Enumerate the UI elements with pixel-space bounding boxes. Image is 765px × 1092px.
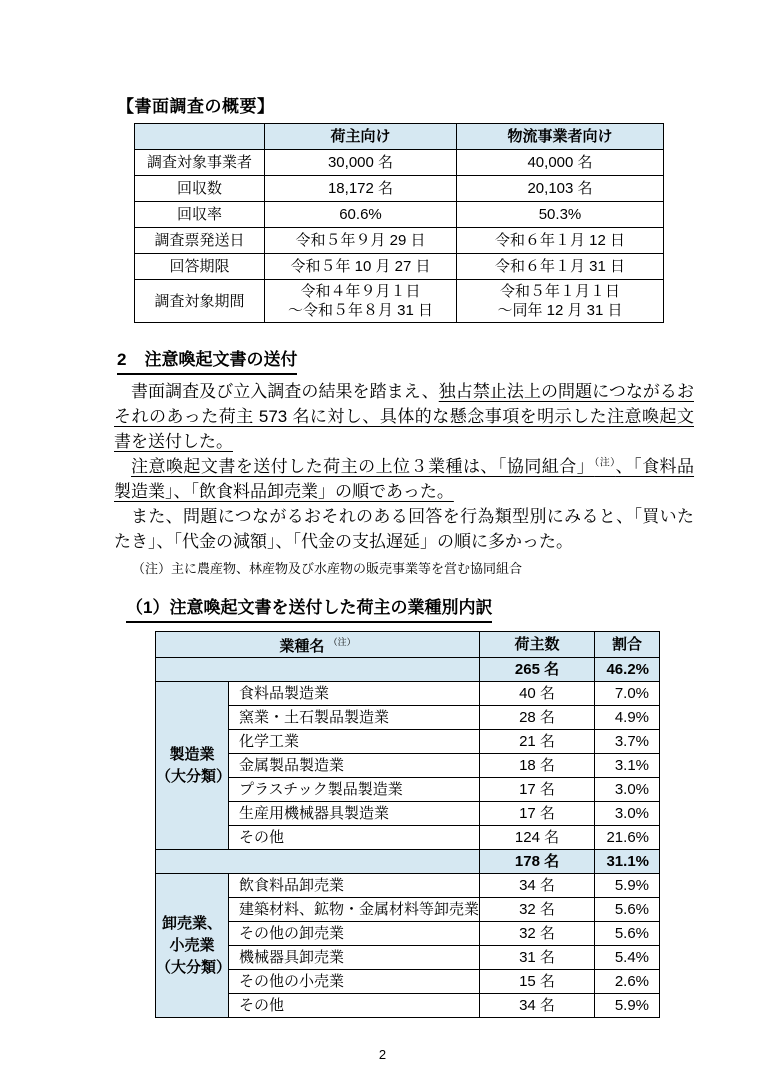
industry-row — [156, 922, 660, 946]
p2-text-b: 、「食料品製造業」、「飲食料品卸売業」の順であった。 — [114, 457, 695, 501]
p2-underlined-text — [114, 457, 694, 501]
industry-name-cell: 建築材料、鉱物・金属材料等卸売業 — [229, 898, 480, 922]
overview-header-row — [135, 124, 664, 150]
category-line: 製造業 — [169, 745, 215, 763]
overview-row-rate — [135, 202, 664, 228]
col-header-count: 荷主数 — [480, 632, 595, 658]
industry-row — [156, 730, 660, 754]
industry-row — [156, 682, 660, 706]
overview-row-label: 回答期限 — [135, 254, 265, 280]
count-cell: 28 名 — [480, 706, 595, 730]
overview-row-label: 調査対象期間 — [135, 280, 265, 323]
share-cell: 3.7% — [595, 730, 660, 754]
overview-row-surveyed — [135, 150, 664, 176]
count-cell: 34 名 — [480, 874, 595, 898]
overview-row-label: 調査対象事業者 — [135, 150, 265, 176]
overview-row-label: 回収率 — [135, 202, 265, 228]
industry-name-cell: その他の小売業 — [229, 970, 480, 994]
industry-row — [156, 994, 660, 1018]
overview-col-header-logistics: 物流事業者向け — [457, 124, 664, 150]
note-line: （注）主に農産物、林産物及び水産物の販売事業等を営む協同組合 — [132, 561, 523, 576]
overview-cell-shipper: 18,172 名 — [265, 176, 457, 202]
industry-name-cell: プラスチック製品製造業 — [229, 778, 480, 802]
period-line-1: 令和５年１月１日 — [499, 283, 620, 300]
overview-row-label: 調査票発送日 — [135, 228, 265, 254]
overview-cell-shipper: 60.6% — [265, 202, 457, 228]
overview-row-collected — [135, 176, 664, 202]
share-cell: 2.6% — [595, 970, 660, 994]
industry-name-cell: 食料品製造業 — [229, 682, 480, 706]
subtotal-count-cell: 265 名 — [480, 658, 595, 682]
share-cell: 3.1% — [595, 754, 660, 778]
col-header-share: 割合 — [595, 632, 660, 658]
industry-row — [156, 706, 660, 730]
industry-row — [156, 778, 660, 802]
subtotal-spacer-cell — [156, 850, 480, 874]
overview-cell-shipper: 30,000 名 — [265, 150, 457, 176]
page-number: 2 — [378, 1047, 387, 1062]
industry-name-cell: 生産用機械器具製造業 — [229, 802, 480, 826]
wholesale-subtotal-row — [156, 850, 660, 874]
section-2-number: 2 — [117, 350, 127, 369]
period-line-2: ～令和５年８月 31 日 — [287, 302, 434, 319]
industry-row — [156, 874, 660, 898]
overview-cell-logistics: 令和６年１月 31 日 — [457, 254, 664, 280]
overview-cell-logistics: 50.3% — [457, 202, 664, 228]
period-line-2: ～同年 12 月 31 日 — [497, 302, 623, 319]
doc-title: 【書面調査の概要】 — [117, 97, 275, 116]
count-cell: 31 名 — [480, 946, 595, 970]
industry-name-cell: 窯業・土石製品製造業 — [229, 706, 480, 730]
industry-row — [156, 826, 660, 850]
p2-text-a: 注意喚起文書を送付した荷主の上位３業種は、「協同組合」 — [131, 457, 595, 476]
industry-name-cell: 金属製品製造業 — [229, 754, 480, 778]
industry-row — [156, 802, 660, 826]
count-cell: 15 名 — [480, 970, 595, 994]
share-cell: 5.9% — [595, 994, 660, 1018]
overview-cell-shipper — [265, 280, 457, 323]
overview-row-label: 回収数 — [135, 176, 265, 202]
count-cell: 124 名 — [480, 826, 595, 850]
share-cell: 5.9% — [595, 874, 660, 898]
overview-cell-shipper: 令和５年 10 月 27 日 — [265, 254, 457, 280]
share-cell: 4.9% — [595, 706, 660, 730]
industry-row — [156, 898, 660, 922]
subtotal-spacer-cell — [156, 658, 480, 682]
industry-row — [156, 754, 660, 778]
industry-breakdown-table — [155, 631, 660, 1018]
industry-name-cell: その他 — [229, 994, 480, 1018]
count-cell: 34 名 — [480, 994, 595, 1018]
share-cell: 7.0% — [595, 682, 660, 706]
industry-header-note-sup: （注） — [328, 637, 356, 647]
category-line: （大分類） — [156, 767, 232, 785]
section-2-heading-underline — [117, 345, 297, 375]
subtotal-share-cell: 31.1% — [595, 850, 660, 874]
section-1-1-heading — [126, 593, 765, 623]
paragraph-3: また、問題につながるおそれのある回答を行為類型別にみると、「買いたたき」、「代金の減額」、「代金の支払遅延」の順に多かった。 — [114, 507, 694, 551]
p2-note-superscript: （注） — [594, 457, 616, 469]
count-cell: 18 名 — [480, 754, 595, 778]
share-cell: 5.6% — [595, 922, 660, 946]
overview-col-header-empty — [135, 124, 265, 150]
category-cell-manufacturing — [156, 682, 232, 850]
industry-name-cell: その他 — [229, 826, 480, 850]
share-cell: 5.4% — [595, 946, 660, 970]
count-cell: 32 名 — [480, 898, 595, 922]
overview-cell-shipper: 令和５年９月 29 日 — [265, 228, 457, 254]
overview-cell-logistics: 令和６年１月 12 日 — [457, 228, 664, 254]
subtotal-count-cell: 178 名 — [480, 850, 595, 874]
count-cell: 21 名 — [480, 730, 595, 754]
subtotal-share-cell: 46.2% — [595, 658, 660, 682]
category-cell-wholesale-retail — [156, 874, 232, 1018]
industry-row — [156, 946, 660, 970]
overview-col-header-shipper: 荷主向け — [265, 124, 457, 150]
share-cell: 21.6% — [595, 826, 660, 850]
section-1-1-heading-underline: （1）注意喚起文書を送付した荷主の業種別内訳 — [126, 593, 492, 623]
overview-cell-logistics: 20,103 名 — [457, 176, 664, 202]
overview-cell-logistics — [457, 280, 664, 323]
industry-name-cell: 化学工業 — [229, 730, 480, 754]
count-cell: 17 名 — [480, 802, 595, 826]
share-cell: 5.6% — [595, 898, 660, 922]
section-2-title: 注意喚起文書の送付 — [144, 350, 298, 369]
p1-underlined-text: 独占禁止法上の問題につながるおそれのあった荷主 573 名に対し、具体的な懸念事項を明示した注意喚起文書を送付した。 — [114, 382, 694, 451]
overview-row-sent-date — [135, 228, 664, 254]
manufacturing-subtotal-row — [156, 658, 660, 682]
overview-row-deadline — [135, 254, 664, 280]
share-cell: 3.0% — [595, 778, 660, 802]
survey-overview-table — [134, 123, 664, 323]
overview-cell-logistics: 40,000 名 — [457, 150, 664, 176]
industry-header-label: 業種名 — [279, 638, 325, 655]
count-cell: 40 名 — [480, 682, 595, 706]
share-cell: 3.0% — [595, 802, 660, 826]
industry-name-cell: その他の卸売業 — [229, 922, 480, 946]
col-header-industry — [156, 632, 480, 658]
section-2-heading — [117, 345, 765, 375]
category-line: 小売業 — [169, 936, 215, 954]
count-cell: 32 名 — [480, 922, 595, 946]
category-line: 卸売業、 — [161, 914, 222, 932]
industry-name-cell: 飲食料品卸売業 — [229, 874, 480, 898]
p1-normal-text: 書面調査及び立入調査の結果を踏まえ、 — [131, 382, 439, 401]
paragraph-1 — [114, 379, 694, 454]
industry-name-cell: 機械器具卸売業 — [229, 946, 480, 970]
overview-row-period — [135, 280, 664, 323]
period-line-1: 令和４年９月１日 — [300, 283, 421, 300]
industry-row — [156, 970, 660, 994]
count-cell: 17 名 — [480, 778, 595, 802]
industry-header-row — [156, 632, 660, 658]
category-line: （大分類） — [156, 958, 232, 976]
paragraph-2 — [114, 454, 694, 504]
